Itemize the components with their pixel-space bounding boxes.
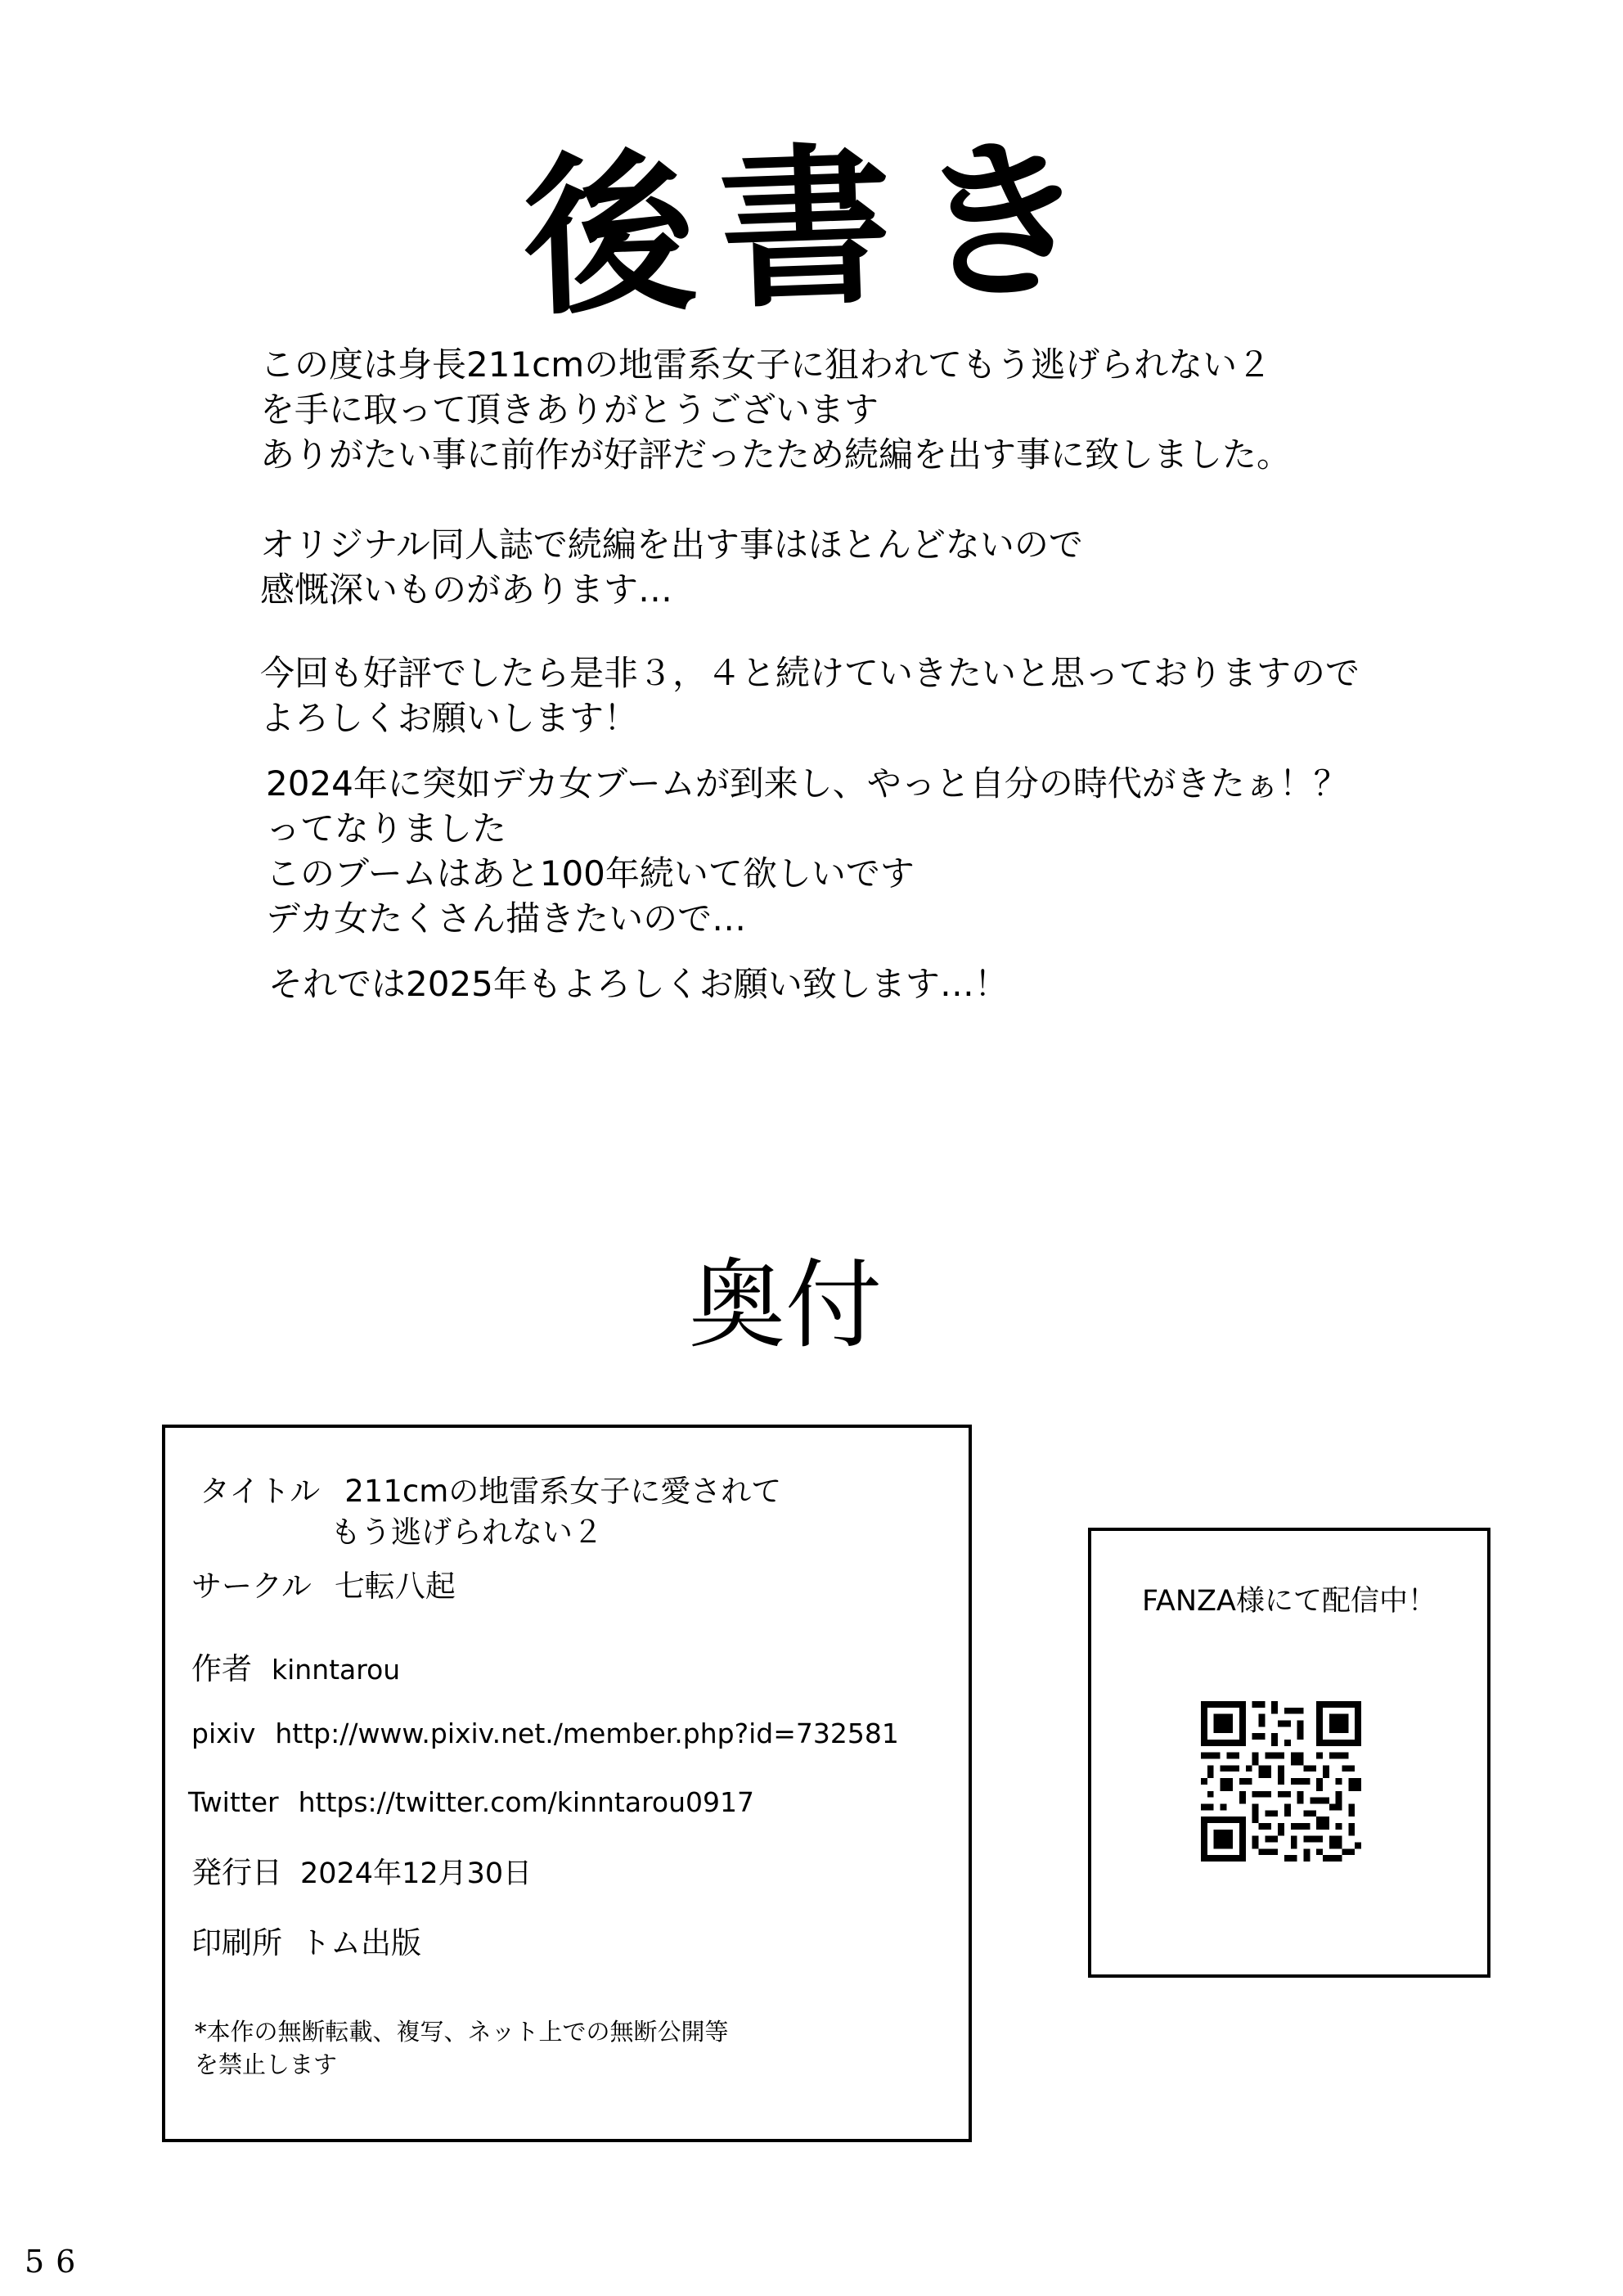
title-label: タイトル xyxy=(200,1474,321,1509)
twitter-row xyxy=(188,1784,754,1821)
title-row xyxy=(200,1474,781,1510)
pixiv-label: pixiv xyxy=(191,1717,256,1749)
pixiv-row xyxy=(191,1715,899,1752)
title-value: 211cmの地雷系女子に愛されて xyxy=(344,1474,782,1509)
paragraph xyxy=(260,761,1471,941)
twitter-url: https://twitter.com/kinntarou0917 xyxy=(298,1786,754,1818)
text-line: このブームはあと100年続いて欲しいです xyxy=(266,853,915,894)
text-line: デカ女たくさん描きたいので… xyxy=(266,898,747,939)
colophon-title: 奥付 xyxy=(688,1249,882,1362)
paragraph xyxy=(260,961,1471,1006)
text-line: ありがたい事に前作が好評だったため続編を出す事に致しました。 xyxy=(260,434,1292,475)
text-line: この度は身長211cmの地雷系女子に狙われてもう逃げられない２ xyxy=(260,344,1272,385)
pixiv-url: http://www.pixiv.net./member.php?id=732581 xyxy=(275,1717,899,1749)
text-line: 感慨深いものがあります… xyxy=(260,569,673,610)
afterword-body xyxy=(260,342,1471,1006)
circle-value: 七転八起 xyxy=(334,1569,456,1604)
notice-line: *本作の無断転載、複写、ネット上での無断公開等 xyxy=(195,2018,729,2046)
text-line: 今回も好評でしたら是非３，４と続けていきたいと思っておりますので xyxy=(260,653,1360,693)
qr-code-icon xyxy=(1201,1701,1361,1862)
date-row xyxy=(191,1855,532,1892)
printer-label: 印刷所 xyxy=(191,1925,282,1961)
text-line: 2024年に突如デカ女ブームが到来し、やっと自分の時代がきたぁ！？ xyxy=(266,763,1348,804)
text-line: ってなりました xyxy=(266,808,507,849)
paragraph xyxy=(260,522,1471,612)
paragraph xyxy=(260,651,1471,741)
text-line: を手に取って頂きありがとうございます xyxy=(260,389,879,430)
copyright-notice xyxy=(195,2015,729,2081)
text-line: それでは2025年もよろしくお願い致します…！ xyxy=(268,964,1009,1004)
page-number: 56 xyxy=(25,2244,88,2280)
afterword-title: 後書き xyxy=(519,118,1117,340)
fanza-text: FANZA様にて配信中！ xyxy=(1142,1585,1436,1618)
colophon-box xyxy=(162,1425,972,2142)
title-value-line2: もう逃げられない２ xyxy=(330,1515,603,1550)
text-line: オリジナル同人誌で続編を出す事はほとんどないので xyxy=(260,524,1083,565)
notice-line: を禁止します xyxy=(195,2051,338,2078)
printer-row xyxy=(191,1925,421,1961)
printer-value: トム出版 xyxy=(300,1925,421,1961)
twitter-label: Twitter xyxy=(188,1786,279,1818)
fanza-box xyxy=(1088,1528,1490,1978)
author-label: 作者 xyxy=(191,1651,252,1686)
paragraph xyxy=(260,342,1471,477)
author-value: kinntarou xyxy=(272,1654,401,1686)
circle-row xyxy=(191,1569,456,1605)
date-label: 発行日 xyxy=(191,1855,282,1890)
circle-label: サークル xyxy=(191,1569,312,1604)
text-line: よろしくお願いします！ xyxy=(260,698,639,738)
date-value: 2024年12月30日 xyxy=(300,1857,533,1890)
author-row xyxy=(191,1651,400,1688)
